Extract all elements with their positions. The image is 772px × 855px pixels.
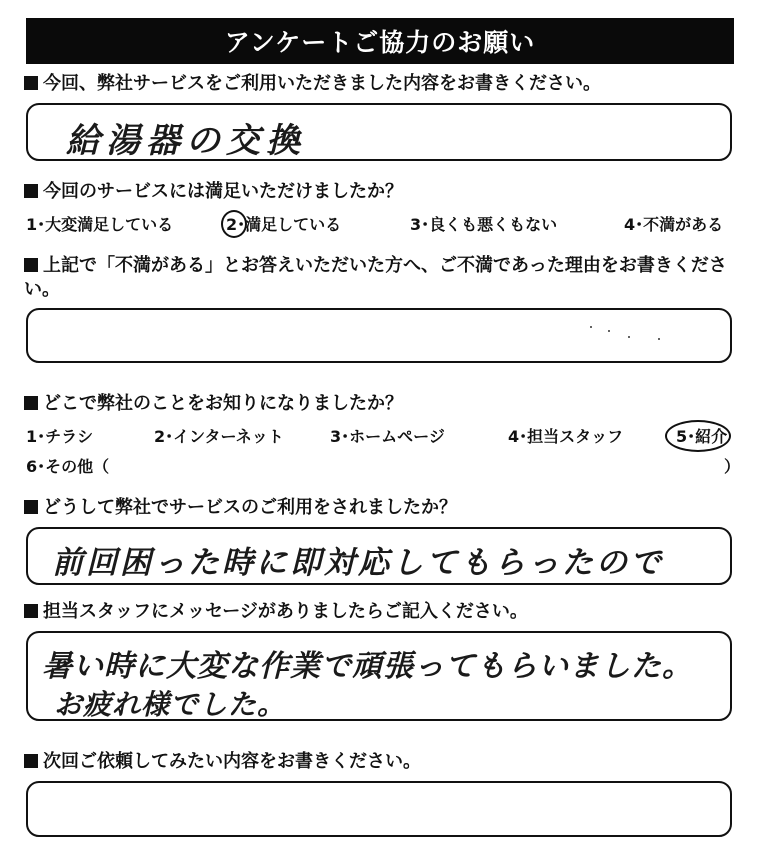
q4-option-2[interactable]: 2･インターネット [154, 427, 284, 446]
q2-option-3[interactable]: 3･良くも悪くもない [410, 215, 558, 234]
question-5-label [24, 496, 457, 520]
scan-speck [658, 338, 660, 340]
scan-speck [628, 336, 630, 338]
question-6-label [24, 600, 528, 624]
q2-option-2[interactable]: 2･満足している [226, 215, 342, 234]
square-bullet-icon [24, 604, 38, 618]
survey-title-bar [26, 18, 734, 64]
q2-option-4[interactable]: 4･不満がある [624, 215, 724, 234]
question-3-answer-box[interactable] [26, 308, 732, 363]
question-1-answer-box[interactable] [26, 103, 732, 161]
q4-option-1[interactable]: 1･チラシ [26, 427, 94, 446]
question-4-label [24, 392, 403, 416]
selection-circle-mark [221, 210, 247, 238]
question-6-answer-box[interactable] [26, 631, 732, 721]
question-7-text: 次回ご依頼してみたい内容をお書きください。 [43, 751, 421, 772]
question-1-label [24, 72, 601, 96]
survey-title: アンケートご協力のお願い [224, 28, 536, 57]
question-3-label [24, 254, 744, 302]
q2-option-1[interactable]: 1･大変満足している [26, 215, 174, 234]
question-5-answer-box[interactable] [26, 527, 732, 585]
question-6-answer-line-2: お疲れ様でした。 [54, 688, 287, 721]
question-5-answer: 前回困った時に即対応してもらったので [52, 545, 664, 581]
square-bullet-icon [24, 184, 38, 198]
question-1-text: 今回、弊社サービスをご利用いただきました内容をお書きください。 [43, 73, 601, 94]
question-1-answer: 給湯器の交換 [66, 121, 306, 161]
question-5-text: どうして弊社でサービスのご利用をされましたか？ [43, 497, 457, 518]
question-2-label [24, 180, 403, 204]
scan-speck [590, 326, 592, 328]
square-bullet-icon [24, 76, 38, 90]
q4-option-4[interactable]: 4･担当スタッフ [508, 427, 624, 446]
square-bullet-icon [24, 258, 38, 272]
q4-option-6[interactable]: 6･その他（ [26, 457, 110, 476]
question-6-answer-line-1: 暑い時に大変な作業で頑張ってもらいました。 [42, 649, 693, 684]
q4-option-5[interactable]: 5･紹介 [676, 427, 728, 446]
question-7-answer-box[interactable] [26, 781, 732, 837]
question-4-options [24, 424, 744, 448]
scan-speck [608, 330, 610, 332]
square-bullet-icon [24, 396, 38, 410]
question-4-other [24, 454, 744, 478]
question-2-options [24, 212, 744, 236]
question-2-text: 今回のサービスには満足いただけましたか？ [43, 181, 403, 202]
q4-option-3[interactable]: 3･ホームページ [330, 427, 445, 446]
question-7-label [24, 750, 421, 774]
q4-option-6-close: ） [724, 457, 741, 476]
square-bullet-icon [24, 500, 38, 514]
question-4-text: どこで弊社のことをお知りになりましたか？ [43, 393, 403, 414]
question-6-text: 担当スタッフにメッセージがありましたらご記入ください。 [43, 601, 528, 622]
square-bullet-icon [24, 754, 38, 768]
question-3-text: 上記で「不満がある」とお答えいただいた方へ、ご不満であった理由をお書きください。 [24, 255, 727, 300]
selection-circle-mark [665, 420, 731, 452]
